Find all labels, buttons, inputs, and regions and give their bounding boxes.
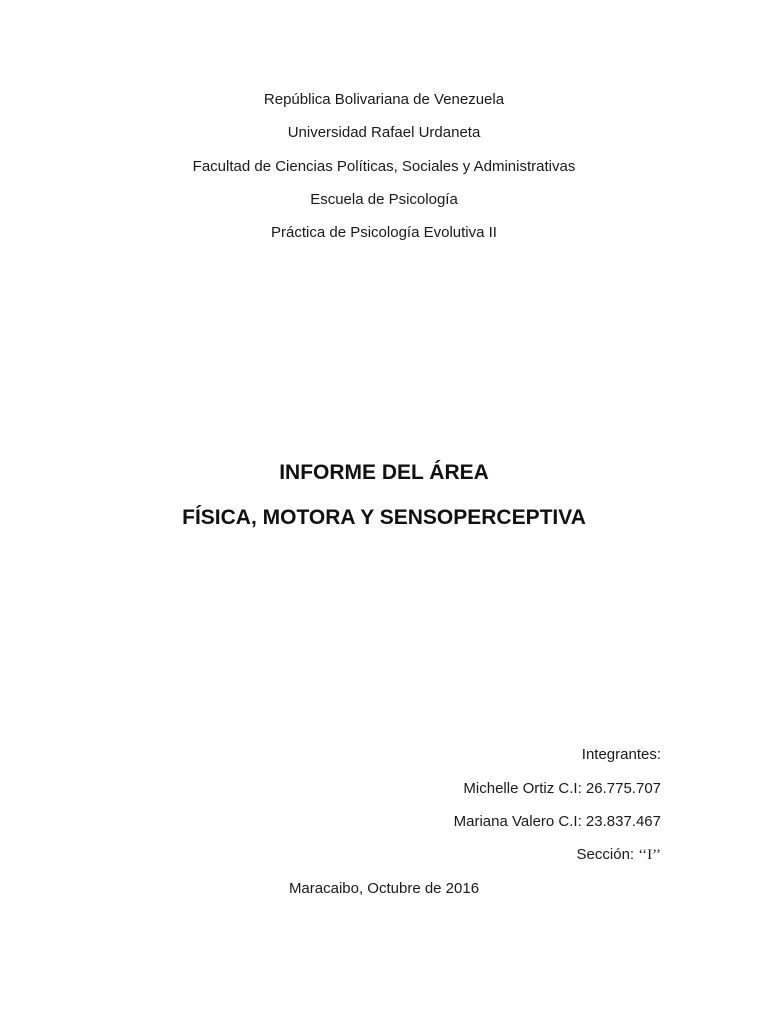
header-country: República Bolivariana de Venezuela	[263, 91, 505, 108]
section-label: Sección:	[576, 846, 639, 863]
header-faculty: Facultad de Ciencias Políticas, Sociales y Administrativas	[192, 158, 576, 175]
section-value: ‘‘I’’	[638, 847, 661, 863]
header-course: Práctica de Psicología Evolutiva II	[271, 224, 497, 241]
member-2: Mariana Valero C.I: 23.837.467	[453, 813, 661, 830]
place-and-date: Maracaibo, Octubre de 2016	[288, 880, 480, 897]
report-title-line2: FÍSICA, MOTORA Y SENSOPERCEPTIVA	[182, 506, 586, 529]
header-school: Escuela de Psicología	[310, 191, 458, 208]
members-heading: Integrantes:	[581, 746, 661, 763]
member-1: Michelle Ortiz C.I: 26.775.707	[463, 780, 661, 797]
report-title-line1: INFORME DEL ÁREA	[279, 461, 489, 484]
header-university: Universidad Rafael Urdaneta	[287, 124, 481, 141]
section-line	[577, 846, 661, 864]
